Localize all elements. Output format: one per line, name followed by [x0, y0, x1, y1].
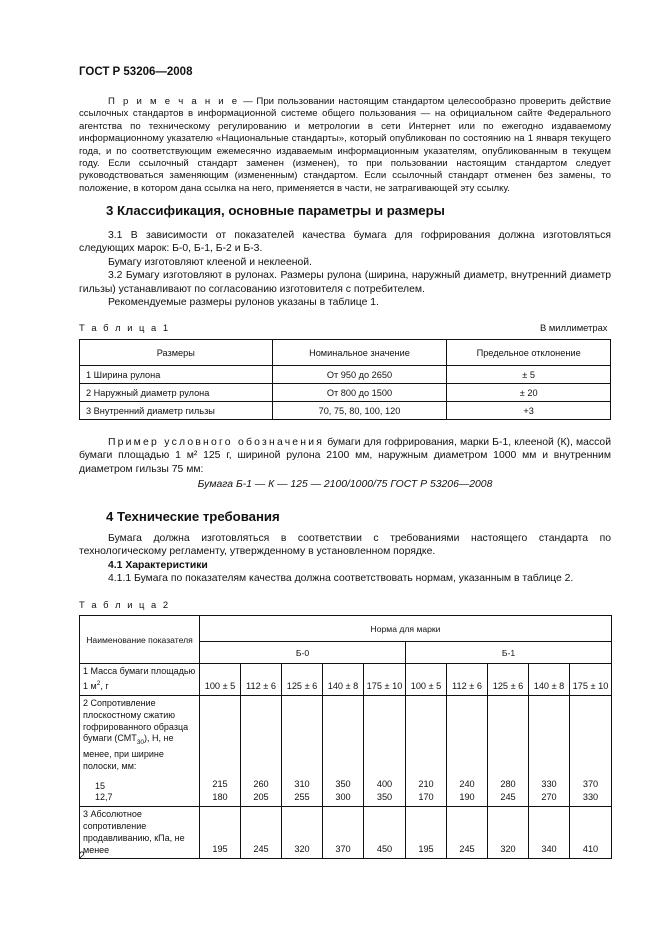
- table-cell: +3: [447, 402, 611, 420]
- table-row: [80, 384, 611, 402]
- cell-value: 270: [541, 791, 557, 802]
- table-cell: 370: [323, 807, 364, 859]
- table-cell: [488, 696, 529, 807]
- cell-value: 180: [212, 791, 228, 802]
- table-cell: 2 Наружный диаметр рулона: [80, 384, 273, 402]
- table-cell: От 800 до 1500: [272, 384, 447, 402]
- cell-value: 170: [418, 791, 434, 802]
- cell-value: 280: [500, 779, 516, 790]
- table-cell: 195: [406, 807, 447, 859]
- cell-value: 215: [212, 779, 228, 790]
- note-label: П р и м е ч а н и е: [108, 96, 240, 107]
- row-label-text: 1 Масса бумаги площадью 1 м: [83, 666, 196, 691]
- table-cell: От 950 до 2650: [272, 366, 447, 384]
- table-2-header-row: [80, 616, 612, 642]
- table-cell: 112 ± 6: [447, 664, 488, 696]
- table-cell: 320: [488, 807, 529, 859]
- table-row: [80, 807, 612, 859]
- example-text: бумаги для гофрирования, марки Б-1, клееной (К), массой бумаги площадью 1 м² 125 г, шириной рулона 2100 мм, наружным диаметром 1000 мм и внутренним диаметром гильзы 75 мм:: [79, 437, 612, 475]
- paragraph-3-1-note: Бумагу изготовляют клееной и неклееной.: [108, 256, 312, 268]
- table-1-header: Размеры: [80, 340, 273, 366]
- table-cell: [200, 696, 241, 807]
- row-label-sub: 30: [136, 739, 144, 747]
- note-text: — При пользовании настоящим стандартом целесообразно проверить действие ссылочных стандартов в информационной системе общего пользования — на официальном сайте Федерального агентства по техническому регулированию и метрологии в сети Интернет или по ежегодно издаваемому информационному указателю «Национальные стандарты», который опубликован по состоянию на 1 января текущего года, и по соответствующим ежемесячно издаваемым информационным указателям, опубликованным в текущем году. Если ссылочный стандарт заменен (изменен), то при пользовании настоящим стандартом следует руководствоваться заменяющим (измененным) стандартом. Если ссылочный стандарт отменен без замены, то положение, в котором дана ссылка на него, применяется в части, не затрагивающей эту ссылку.: [79, 96, 611, 194]
- paragraph-4-intro: Бумага должна изготовляться в соответствии с требованиями настоящего стандарта по технологическому регламенту, утвержденному в установленном порядке.: [79, 533, 611, 558]
- cell-value: 255: [294, 791, 310, 802]
- cell-value: 350: [376, 791, 393, 802]
- cell-value: 350: [335, 779, 351, 790]
- table-cell: 320: [282, 807, 323, 859]
- table-cell: [570, 696, 612, 807]
- document-header: ГОСТ Р 53206—2008: [79, 66, 193, 78]
- table-1-caption: Т а б л и ц а 1: [79, 322, 171, 333]
- table-1-header-row: [80, 340, 611, 366]
- row-label-sup: 2: [96, 680, 101, 687]
- cell-value: 400: [376, 779, 393, 790]
- table-1: [79, 339, 611, 420]
- table-1-header: Номинальное значение: [272, 340, 447, 366]
- table-cell: 140 ± 8: [323, 664, 364, 696]
- table-cell: 125 ± 6: [488, 664, 529, 696]
- sub-label: 12,7: [95, 792, 113, 803]
- table-cell: [282, 696, 323, 807]
- table-row: [80, 366, 611, 384]
- section-3-body: [79, 229, 611, 309]
- paragraph-4-1-1: 4.1.1 Бумага по показателям качества должна соответствовать нормам, указанным в таблице 2.: [108, 573, 574, 585]
- table-cell: 175 ± 10: [364, 664, 406, 696]
- cell-value: 370: [582, 779, 599, 790]
- table-cell: 100 ± 5: [406, 664, 447, 696]
- brand-header: Б-1: [406, 642, 612, 664]
- sub-label: 15: [95, 780, 106, 791]
- table-1-header: Предельное отклонение: [447, 340, 611, 366]
- cell-value: 210: [418, 779, 434, 790]
- cell-value: 310: [294, 779, 310, 790]
- paragraph-3-2: 3.2 Бумагу изготовляют в рулонах. Размеры рулона (ширина, наружный диаметр, внутренний диаметр гильзы) устанавливают по согласованию изготовителя с потребителем.: [79, 270, 611, 295]
- row-label: [80, 696, 200, 807]
- section-4-body: [79, 532, 611, 586]
- table-cell: [364, 696, 406, 807]
- subsection-4-1-heading: 4.1 Характеристики: [108, 559, 208, 571]
- section-3-heading: 3 Классификация, основные параметры и размеры: [106, 203, 445, 218]
- cell-value: 240: [459, 779, 475, 790]
- table-row: [80, 402, 611, 420]
- table-cell: 140 ± 8: [529, 664, 570, 696]
- table-cell: 245: [447, 807, 488, 859]
- section-4-heading: 4 Технические требования: [106, 509, 280, 524]
- row-label-text: , г: [100, 681, 109, 691]
- page-number: 2: [79, 850, 85, 862]
- table-cell: ± 20: [447, 384, 611, 402]
- row-label-text: 2 Сопротивление плоскостному сжатию гофрированного образца бумаги (СМТ: [83, 698, 189, 744]
- table-cell: 450: [364, 807, 406, 859]
- table-2-header-name: Наименование показателя: [80, 616, 200, 664]
- table-2: [79, 615, 612, 859]
- example-block: [79, 436, 611, 476]
- table-cell: [529, 696, 570, 807]
- table-cell: 125 ± 6: [282, 664, 323, 696]
- note-block: [79, 96, 611, 195]
- paragraph-3-1: 3.1 В зависимости от показателей качества бумага для гофрирования должна изготовляться следующих марок: Б-0, Б-1, Б-2 и Б-3.: [79, 230, 611, 255]
- table-cell: 175 ± 10: [570, 664, 612, 696]
- cell-value: 330: [582, 791, 599, 802]
- table-cell: [447, 696, 488, 807]
- cell-value: 205: [253, 791, 269, 802]
- table-cell: [241, 696, 282, 807]
- example-label: Пример условного обозначения: [108, 437, 325, 448]
- table-row: [80, 696, 612, 807]
- table-row: [80, 664, 612, 696]
- cell-value: 260: [253, 779, 269, 790]
- table-cell: 410: [570, 807, 612, 859]
- designation-formula: Бумага Б-1 — К — 125 — 2100/1000/75 ГОСТ Р 53206—2008: [197, 479, 493, 490]
- brand-header: Б-0: [200, 642, 406, 664]
- table-cell: 112 ± 6: [241, 664, 282, 696]
- table-cell: 245: [241, 807, 282, 859]
- row-label-text: ), Н, не менее, при ширине полоски, мм:: [83, 733, 174, 771]
- cell-value: 190: [459, 791, 475, 802]
- table-cell: 195: [200, 807, 241, 859]
- table-cell: [406, 696, 447, 807]
- table-cell: ± 5: [447, 366, 611, 384]
- table-cell: 3 Внутренний диаметр гильзы: [80, 402, 273, 420]
- table-2-header-norm: Норма для марки: [200, 616, 612, 642]
- cell-value: 300: [335, 791, 351, 802]
- cell-value: 245: [500, 791, 516, 802]
- row-label: [80, 664, 200, 696]
- paragraph-3-2-ref: Рекомендуемые размеры рулонов указаны в таблице 1.: [108, 297, 379, 309]
- table-cell: 1 Ширина рулона: [80, 366, 273, 384]
- table-cell: 340: [529, 807, 570, 859]
- table-cell: 100 ± 5: [200, 664, 241, 696]
- cell-value: 330: [541, 779, 557, 790]
- table-2-caption: Т а б л и ц а 2: [79, 599, 171, 610]
- table-cell: 70, 75, 80, 100, 120: [272, 402, 447, 420]
- table-1-unit: В миллиметрах: [540, 322, 608, 333]
- row-label: 3 Абсолютное сопротивление продавливанию, кПа, не менее: [80, 807, 200, 859]
- table-cell: [323, 696, 364, 807]
